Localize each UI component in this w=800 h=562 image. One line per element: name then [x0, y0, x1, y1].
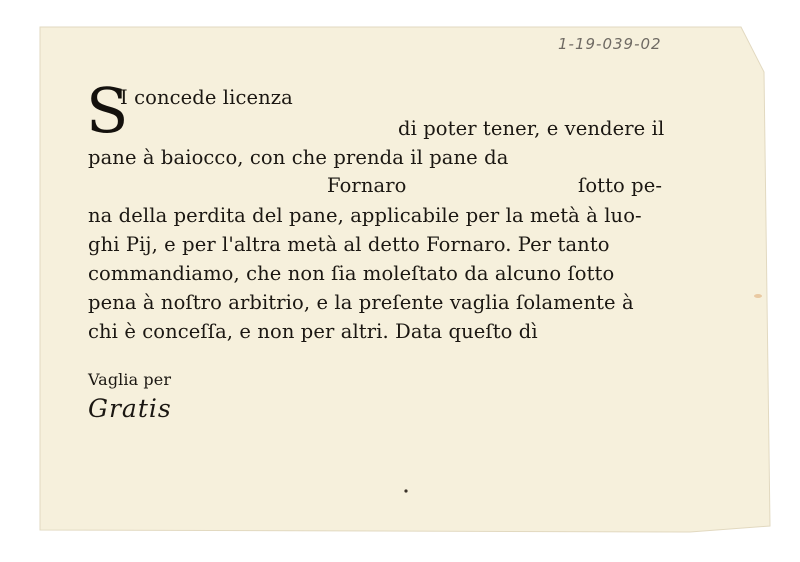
- text-line-4: Fornaro: [327, 174, 407, 197]
- drop-cap: S: [86, 74, 129, 147]
- gratis-label: Gratis: [88, 394, 172, 423]
- text-line-9: chi è conceſſa, e non per altri. Data queſto dì: [88, 320, 538, 343]
- catalog-number: 1-19-039-02: [558, 35, 662, 53]
- text-line-5: na della perdita del pane, applicabile per la metà à luo-: [88, 204, 642, 227]
- text-line-1: I concede licenza: [120, 86, 293, 109]
- text-line-8: pena à noſtro arbitrio, e la preſente vaglia ſolamente à: [88, 291, 634, 314]
- text-line-7: commandiamo, che non ſia moleſtato da alcuno ſotto: [88, 262, 615, 285]
- text-line-4b: ſotto pe-: [578, 174, 663, 197]
- text-line-3: pane à baiocco, con che prenda il pane da: [88, 146, 509, 169]
- vaglia-label: Vaglia per: [88, 370, 172, 389]
- text-line-6: ghi Pij, e per l'altra metà al detto Fornaro. Per tanto: [88, 233, 610, 256]
- text-line-2: di poter tener, e vendere il: [398, 117, 665, 140]
